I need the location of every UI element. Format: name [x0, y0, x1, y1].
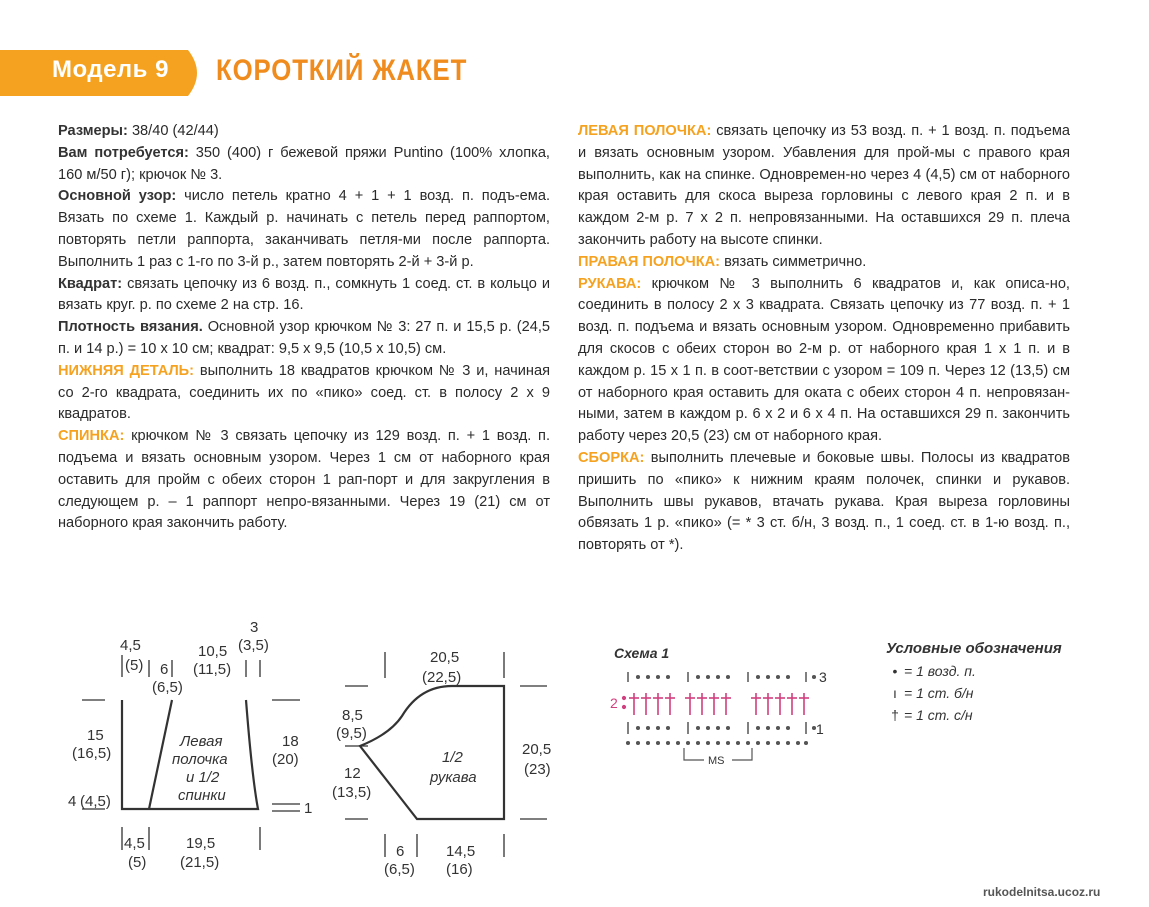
paragraph-materials: [58, 143, 550, 187]
scheme-row-1-number: 1: [816, 721, 824, 737]
text-right-front: вязать симметрично.: [720, 253, 867, 270]
paragraph-sleeves: [578, 274, 1070, 448]
heading-gauge: Плотность вязания.: [58, 319, 203, 336]
paragraph-right-front: [578, 252, 1070, 274]
scheme-row-2-number: 2: [610, 695, 618, 711]
paragraph-main-pattern: [58, 186, 550, 273]
text-square: связать цепочку из 6 возд. п., сомкнуть 1 соед. ст. в кольцо и вязать круг. р. по схеме 2 на стр. 16.: [58, 275, 550, 314]
instructions-column-right: [578, 121, 1070, 557]
legend-item-sc-text: = 1 ст. б/н: [904, 685, 974, 701]
dim-sleeve-16: (16): [446, 861, 473, 878]
legend-item-sc: [886, 685, 1106, 701]
paragraph-sizes: [58, 121, 550, 143]
legend-item-dc: [886, 707, 1106, 723]
front-label-2: полочка: [172, 751, 228, 768]
dim-11-5: (11,5): [193, 661, 232, 678]
text-sleeves: крючком № 3 выполнить 6 квадратов и, как описа-но, соединить в полосу 2 х 3 квадрата. Связать цепочку из 77 возд. п. + 1 возд. п. подъема и вязать основным узором. Одновременно прибавить для скосов с обеих сторон во 2-м р. от наборного края 1 х 1 п. и в каждом р. 15 х 1 п. в соот-ветствии с узором = 109 п. Через 12 (13,5) см от наборного края оставить для оката с обеих сторон 4 п. непровязан-ными, затем в каждом р. 6 х 2 и 6 х 4 п. На оставшихся 29 п. закончить работу через 20,5 (23) см от наборного края.: [578, 275, 1070, 445]
heading-materials: Вам потребуется:: [58, 144, 189, 161]
dim-3-5: (3,5): [238, 637, 269, 654]
scheme-row-1: [627, 722, 816, 744]
scheme-row-3: [628, 672, 815, 682]
scheme-1: [606, 640, 866, 770]
dim-4-5b: (4,5): [80, 793, 111, 810]
dim-bottom-5: (5): [128, 854, 147, 871]
paragraph-square: [58, 274, 550, 318]
text-gauge: Основной узор крючком № 3: 27 п. и 15,5 р. (24,5 п. и 14 р.) = 10 х 10 см; квадрат: 9,5 х 9,5 (10,5 х 10,5) см.: [58, 319, 551, 357]
dim-sleeve-14-5: 14,5: [446, 843, 476, 860]
scheme-row-3-number: 3: [819, 669, 827, 685]
heading-square: Квадрат:: [58, 275, 123, 292]
heading-lower-part: НИЖНЯЯ ДЕТАЛЬ:: [58, 362, 195, 379]
legend-item-dc-text: = 1 ст. с/н: [904, 707, 973, 723]
heading-left-front: ЛЕВАЯ ПОЛОЧКА:: [578, 123, 712, 139]
dim-sleeve-6-5: (6,5): [384, 861, 415, 878]
pattern-diagram: [60, 612, 580, 892]
dim-sleeve-12: 12: [344, 765, 361, 782]
dim-10-5: 10,5: [198, 643, 228, 660]
heading-right-front: ПРАВАЯ ПОЛОЧКА:: [578, 253, 721, 270]
page-title: КОРОТКИЙ ЖАКЕТ: [216, 54, 468, 87]
paragraph-gauge: [58, 317, 550, 361]
dim-sleeve-9-5: (9,5): [336, 725, 367, 742]
dim-sleeve-right-20-5: 20,5: [522, 741, 552, 758]
paragraph-back: [58, 426, 550, 535]
dim-21-5: (21,5): [180, 854, 220, 871]
dim-4-5: 4,5: [120, 637, 141, 654]
dim-20: (20): [272, 751, 299, 768]
dim-3: 3: [250, 619, 259, 636]
dim-sleeve-13-5: (13,5): [332, 784, 372, 801]
dim-1: 1: [304, 800, 313, 817]
dim-sleeve-6: 6: [396, 843, 405, 860]
front-label-1: Левая: [180, 733, 223, 750]
text-lower-part: выполнить 18 квадратов крючком № 3 и, начиная со 2-го квадрата, соединить их по «пико» соед. ст. в полосу 2 х 9 квадратов.: [58, 362, 550, 423]
pattern-diagram-svg: [60, 612, 580, 892]
heading-main-pattern: Основной узор:: [58, 188, 177, 205]
dim-5: (5): [125, 657, 144, 674]
instructions-column-left: [58, 121, 550, 535]
dim-19-5: 19,5: [186, 835, 216, 852]
sleeve-piece-outline: [360, 686, 504, 819]
heading-back: СПИНКА:: [58, 428, 125, 445]
scheme-1-svg: [606, 640, 866, 770]
dim-18: 18: [282, 733, 299, 750]
scheme-ms-label: MS: [708, 755, 725, 767]
paragraph-left-front: [578, 121, 1070, 252]
text-assembly: выполнить плечевые и боковые швы. Полосы из квадратов пришить по «пико» к нижним краям полочек, спинки и рукавов. Выполнить швы рукавов, втачать рукава. Края выреза горловины обвязать 1 р. «пико» (= * 3 ст. б/н, 3 возд. п., 1 соед. ст. в 1-ю возд. п., повторять от *).: [578, 449, 1070, 554]
heading-sizes: Размеры:: [58, 123, 128, 139]
text-materials: 350 (400) г бежевой пряжи Puntino (100% хлопка, 160 м/50 г); крючок № 3.: [58, 144, 550, 183]
heading-sleeves: РУКАВА:: [578, 275, 642, 292]
paragraph-assembly: [578, 448, 1070, 557]
paragraph-lower-part: [58, 361, 550, 426]
dim-sleeve-20-5: 20,5: [430, 649, 460, 666]
scheme-title: Схема 1: [614, 645, 670, 661]
dim-sleeve-22-5: (22,5): [422, 669, 462, 686]
dim-6-5: (6,5): [152, 679, 183, 696]
dim-6: 6: [160, 661, 169, 678]
sleeve-label-1: 1/2: [442, 749, 463, 766]
dim-bottom-4-5: 4,5: [124, 835, 145, 852]
model-label: Модель 9: [52, 56, 169, 83]
legend-item-chain-text: = 1 возд. п.: [904, 663, 976, 679]
dim-4: 4: [68, 793, 77, 810]
dim-15: 15: [87, 727, 104, 744]
text-left-front: связать цепочку из 53 возд. п. + 1 возд. п. подъема и вязать основным узором. Убавления для прой-мы с правого края выполнить, как на спинке. Одновремен-но через 4 (4,5) см от наборного края оставить для скоса выреза горловины с левого края 2 п. и в каждом 2-м р. 7 х 2 п. непровязанными. На оставшихся 29 п. плеча закончить работу на высоте спинки.: [578, 123, 1071, 248]
text-main-pattern: число петель кратно 4 + 1 + 1 возд. п. подъ-ема. Вязать по схеме 1. Каждый р. начинать с петель перед раппортом, повторять петли раппорта, заканчивать петля-ми после раппорта. Выполнить 1 раз с 1-го по 3-й р., затем повторять 2-й + 3-й р.: [58, 188, 550, 270]
dim-sleeve-8-5: 8,5: [342, 707, 363, 724]
sleeve-label-2: рукава: [430, 769, 477, 786]
front-label-3: и 1/2: [186, 769, 220, 786]
dim-sleeve-23: (23): [524, 761, 551, 778]
scheme-row-2: [623, 693, 809, 715]
double-crochet-icon: †: [891, 707, 899, 723]
legend-title: Условные обозначения: [886, 640, 1062, 657]
text-sizes: 38/40 (42/44): [127, 123, 219, 139]
heading-assembly: СБОРКА:: [578, 449, 645, 466]
legend-item-chain: [886, 663, 1106, 679]
chain-stitch-icon: •: [892, 663, 898, 679]
text-back: крючком № 3 связать цепочку из 129 возд. п. + 1 возд. п. подъема и вязать основным узором. Через 1 см от наборного края оставить для пройм с обеих сторон 1 рап-порт и для закругления в следующем р. – 1 раппорт непро-вязанными. Через 19 (21) см от наборного края закончить работу.: [58, 428, 550, 532]
dim-16-5: (16,5): [72, 745, 112, 762]
front-label-4: спинки: [178, 787, 226, 804]
legend: [886, 640, 1106, 723]
watermark: rukodelnitsa.ucoz.ru: [983, 885, 1101, 899]
single-crochet-icon: ı: [893, 685, 897, 701]
